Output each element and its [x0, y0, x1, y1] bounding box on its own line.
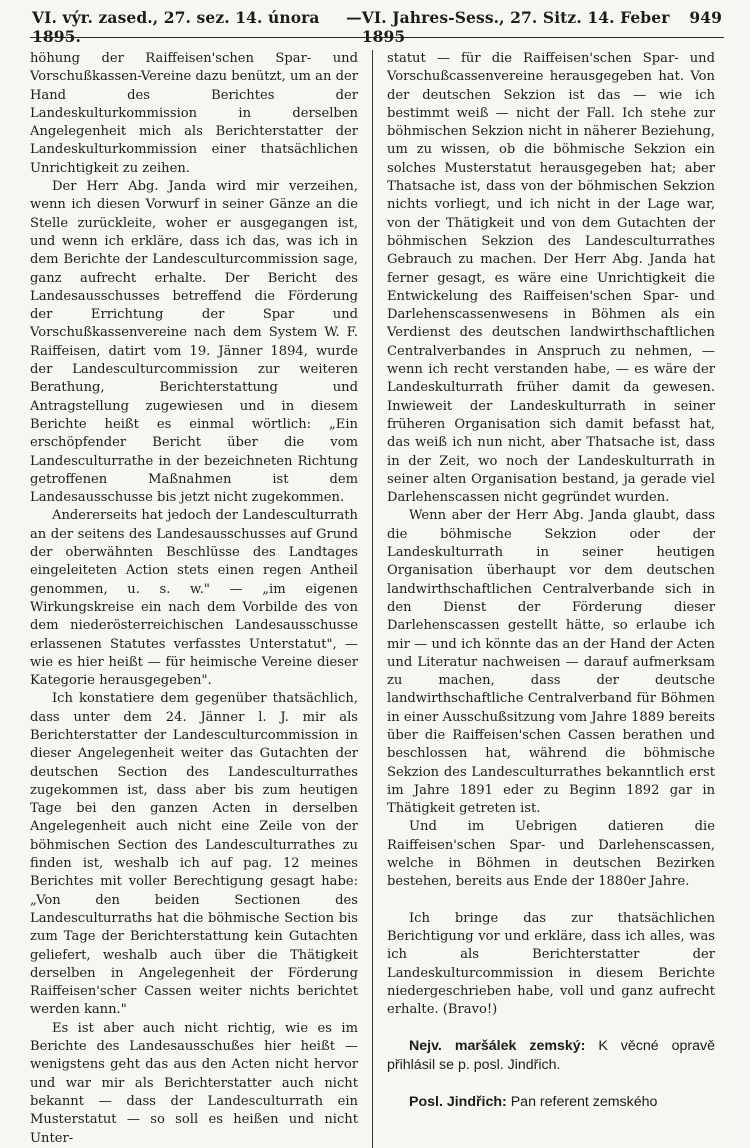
- czech-speech-paragraph: [387, 1093, 715, 1112]
- page-header: [30, 8, 724, 46]
- speech-text: Pan referent zemského: [510, 1094, 658, 1111]
- paragraph: Wenn aber der Herr Abg. Janda glaubt, dass die böhmische Sekzion oder der Landeskulturrath in seiner heutigen Organisation überhaupt vor dem deutschen landwirthschaftlichen Centralverbande sich in den Dienst der Förderung dieser Darlehenscassen gestellt hätte, so erlaube ich mir — und ich könnte das an der Hand der Acten und Literatur nachweisen — darauf aufmerksam zu machen, dass der deutsche landwirthschaftliche Centralverband für Böhmen in einer Ausschußsitzung vom Jahre 1889 bereits über die Raiffeisen'schen Cassen berathen und beschlossen hat, während die böhmische Sekzion des Landesculturrathes bekanntlich erst im Jahre 1891 eder zu Beginn 1892 gar in Thätigkeit getreten ist.: [387, 508, 715, 817]
- column-divider: [372, 50, 373, 1148]
- page-number: 949: [689, 8, 722, 27]
- two-column-body: [30, 50, 724, 1148]
- paragraph: Ich konstatiere dem gegenüber thatsächlich, dass unter dem 24. Jänner l. J. mir als Berichterstatter der Landesculturcommission in dieser Angelegenheit weiter das Gutachten der deutschen Section des Landesculturrathes zugekommen ist, dass aber bis zum heutigen Tage bei den ganzen Acten in derselben Angelegenheit auch nicht eine Zeile von der böhmischen Section des Landesculturrathes zu finden ist, weshalb ich auf pag. 12 meines Berichtes mit voller Berechtigung gesagt habe: „Von den beiden Sectionen des Landesculturraths hat die böhmische Section bis zum Tage der Berichterstattung kein Gutachten geliefert, weshalb auch über die Thätigkeit derselben in Angelegenheit der Förderung Raiffeisen'scher Cassen weiter nichts berichtet werden kann.": [30, 691, 358, 1018]
- speaker-name: Nejv. maršálek zemský:: [409, 1038, 586, 1055]
- czech-speech-paragraph: [387, 1037, 715, 1075]
- paragraph: Es ist aber auch nicht richtig, wie es im Berichte des Landesausschußes hier heißt — wenigstens geht das aus den Acten nicht hervor und war mir als Berichterstatter auch nicht bekannt — dass der Landesculturrath ein Musterstatut — so soll es heißen und nicht Unter-: [30, 1020, 358, 1146]
- paragraph: Und im Uebrigen datieren die Raiffeisen'schen Spar- und Darlehenscassen, welche in Böhmen in deutschen Bezirken bestehen, bereits aus Ende der 1880er Jahre.: [387, 819, 715, 890]
- header-czech-session: VI. výr. zased., 27. sez. 14. února 1895.: [32, 8, 320, 46]
- speech-text: K věcné opravě přihlásil se p. posl. Jindřich.: [387, 1038, 715, 1074]
- paragraph: höhung der Raiffeisen'schen Spar- und Vorschußkassen-Vereine dazu benützt, um an der Hand des Berichtes der Landeskulturkommission in derselben Angelegenheit mich als Berichterstatter der Landeskulturkommission einer thatsächlichen Unrichtigkeit zu zeihen.: [30, 51, 358, 176]
- right-column: [387, 50, 715, 1148]
- paragraph: Andererseits hat jedoch der Landesculturrath an der seitens des Landesausschusses auf Grund der oberwähnten Beschlüsse des Landtages eingeleiteten Action stets einen regen Antheil genommen, u. s. w." — „im eigenen Wirkungskreise ein nach dem Vorbilde des von dem niederösterreichischen Landesausschusse erlassenen Statutes verfasstes Unterstatut", — wie es hier heißt — für heimische Vereine dieser Kategorie herausgegeben".: [30, 508, 358, 689]
- paragraph: Der Herr Abg. Janda wird mir verzeihen, wenn ich diesen Vorwurf in seiner Gänze an die Stelle zurückleite, woher er ausgegangen ist, und wenn ich erkläre, dass ich das, was ich in dem Berichte der Landesculturcommission sage, ganz aufrecht erhalte. Der Bericht des Landesausschusses betreffend die Förderung der Errichtung der Spar und Vorschußkassenvereine nach dem System W. F. Raiffeisen, datirt vom 19. Jänner 1894, wurde der Landesculturcommission zur weiteren Berathung, Berichterstattung und Antragstellung zugewiesen und in diesem Berichte heißt es einmal wörtlich: „Ein erschöpfender Bericht über die vom Landesculturrathe in der bezeichneten Richtung getroffenen Maßnahmen ist dem Landesausschusse bis jetzt nicht zugekommen.: [30, 179, 358, 506]
- left-column: [30, 50, 358, 1148]
- paragraph: Ich bringe das zur thatsächlichen Berichtigung vor und erkläre, dass ich alles, was ich als Berichterstatter der Landeskulturcommission in diesem Berichte niedergeschrieben habe, voll und ganz aufrecht erhalte. (Bravo!): [387, 910, 715, 1018]
- header-dash: —: [346, 8, 362, 27]
- header-german-session: VI. Jahres-Sess., 27. Sitz. 14. Feber 1895: [361, 8, 670, 46]
- paragraph: statut — für die Raiffeisen'schen Spar- und Vorschußcassenvereine herausgegeben hat. Von der deutschen Sekzion ist das — wie ich bestimmt weiß — nicht der Fall. Ich stehe zur böhmischen Sekzion nicht in näherer Beziehung, um zu wissen, ob die böhmische Sekzion ein solches Musterstatut herausgegeben hat; aber Thatsache ist, dass von der böhmischen Sekzion nichts vorliegt, und ich nicht in der Lage war, von der Thätigkeit und von dem Gutachten der böhmischen Sekzion des Landesculturrathes Gebrauch zu machen. Der Herr Abg. Janda hat ferner gesagt, es wäre eine Unrichtigkeit die Entwickelung des Raiffeisen'schen Spar- und Darlehenscassenwesens in Böhmen als ein Verdienst des deutschen landwirthschaftlichen Centralverbandes in Anspruch zu nehmen, — wenn ich recht verstanden habe, — es wäre der Landeskulturrath früher damit da gewesen. Inwieweit der Landeskulturrath in seiner früheren Organisation sich damit befasst hat, das weiß ich nun nicht, aber Thatsache ist, dass in der Zeit, wo noch der Landeskulturrath in seiner alten Organisation bestand, ja gerade viel Darlehenscassen nicht gegründet wurden.: [387, 51, 715, 506]
- speaker-name: Posl. Jindřich:: [409, 1094, 507, 1111]
